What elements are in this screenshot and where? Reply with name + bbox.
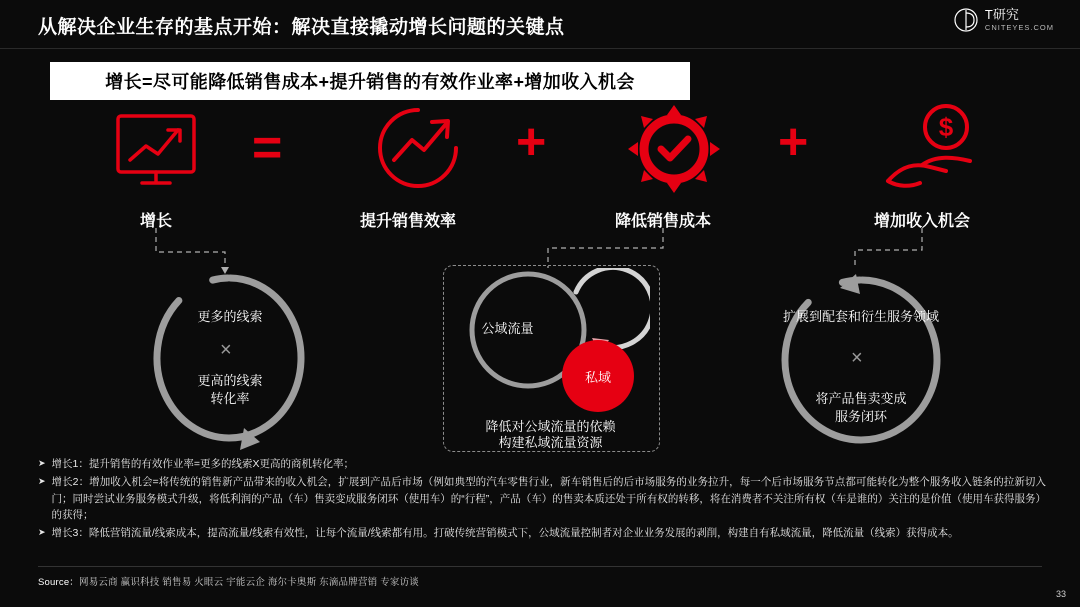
bullet-text: 增长1：提升销售的有效作业率=更多的线索X更高的商机转化率； — [51, 458, 355, 470]
equals-operator: = — [252, 119, 283, 177]
slide-header — [0, 0, 1080, 49]
label-revenue-opportunity: 增加收入机会 — [873, 213, 970, 230]
logo-name: T研究 — [984, 7, 1019, 23]
brand-logo — [953, 7, 1054, 33]
bullet-text: 增长3：降低营销流量/线索成本，提高流量/线索有效性，让每个流量/线索都有用。打破传统营销模式下，公域流量控制者对企业业务发展的剥削，构建自有私域流量，降低流量（线索）获得成本。 — [51, 527, 959, 540]
svg-text:$: $ — [938, 112, 954, 142]
sales-efficiency-icon — [358, 106, 478, 192]
footer-divider — [38, 566, 1042, 567]
left-bottom-label-2: 转化率 — [210, 391, 250, 406]
left-bottom-label-1: 更高的线索 — [197, 373, 263, 388]
bullet-item-2 — [38, 474, 1046, 523]
center-caption-1: 降低对公域流量的依赖 — [485, 419, 616, 434]
bullet-item-3 — [38, 525, 1046, 541]
bullet-text: 增长2：增加收入机会=将传统的销售新产品带来的收入机会，扩展到产品后市场（例如典型的汽车零售行业，新车销售后的后市场服务的业务拉升，每一个后市场服务节点都可能转化为整个服务收入链条的拉新切入门；同时尝试业务服务模式升级，将低利润的产品（车）售卖变成服务闭环（使用车）的“行程”，产品（车）的售卖本质还处于所有权的转移，将在消费者不关注所有权（车是谁的）关注的是价值（使用车获得服务）的获得； — [51, 476, 1046, 521]
right-top-label: 扩展到配套和衍生服务领域 — [782, 309, 939, 324]
left-top-label: 更多的线索 — [197, 309, 263, 324]
bullet-marker-icon: ➤ — [38, 458, 46, 468]
plus-operator-1: + — [516, 113, 547, 171]
label-sales-cost: 降低销售成本 — [614, 213, 711, 230]
bullet-marker-icon: ➤ — [38, 527, 46, 538]
label-sales-efficiency: 提升销售效率 — [359, 213, 456, 230]
page-number: 33 — [1055, 589, 1066, 599]
plus-operator-2: + — [778, 113, 809, 171]
logo-mark-icon — [953, 7, 979, 33]
formula-banner — [50, 62, 690, 100]
formula-text: 增长=尽可能降低销售成本+提升销售的有效作业率+增加收入机会 — [105, 72, 635, 92]
icon-row — [0, 108, 1080, 208]
source-label: Source： — [38, 577, 80, 588]
bullet-marker-icon: ➤ — [38, 476, 46, 487]
bullet-list — [38, 456, 1046, 543]
private-pool-circle — [562, 340, 634, 412]
logo-subtext: CNITEYES.COM — [984, 22, 1054, 32]
source-text: 网易云商 赢识科技 销售易 火眼云 宇能云企 海尔卡奥斯 东滴品牌营销 专家访谈 — [79, 577, 419, 588]
left-divider-x: × — [220, 339, 232, 361]
public-pool-label: 公域流量 — [481, 321, 534, 336]
center-caption-2: 构建私域流量资源 — [498, 435, 603, 450]
left-cycle-arc — [150, 270, 310, 455]
growth-chart-icon — [96, 108, 216, 194]
cost-gear-icon — [614, 106, 734, 192]
page-title: 从解决企业生存的基点开始：解决直接撬动增长问题的关键点 — [38, 17, 565, 38]
right-bottom-label-2: 服务闭环 — [834, 409, 887, 424]
source-line — [38, 574, 419, 588]
bullet-item-1 — [38, 456, 1046, 472]
label-growth: 增长 — [139, 213, 172, 230]
revenue-hand-icon — [872, 106, 992, 192]
right-divider-x: × — [851, 347, 863, 369]
private-pool-label: 私域 — [584, 369, 611, 385]
right-bottom-label-1: 将产品售卖变成 — [815, 391, 907, 406]
